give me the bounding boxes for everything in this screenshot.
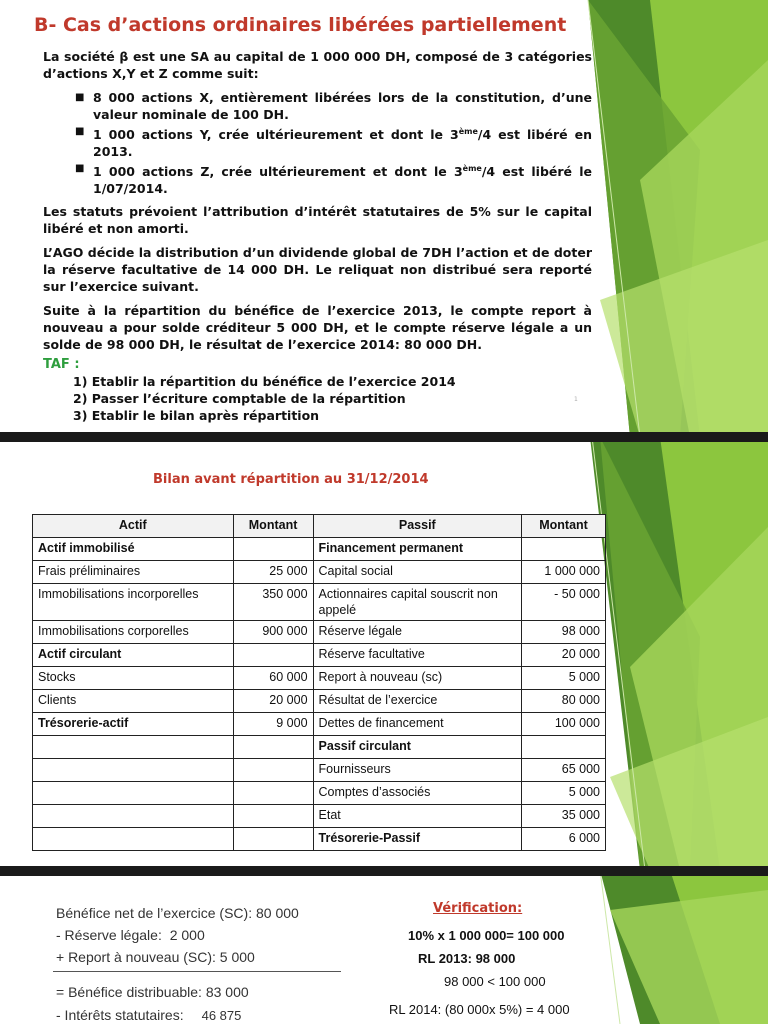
- passif-cell: Actionnaires capital souscrit non appelé: [313, 584, 522, 621]
- passif-amount-cell: 65 000: [522, 759, 606, 782]
- header-actif: Actif: [33, 515, 234, 538]
- actif-amount-cell: 900 000: [233, 621, 313, 644]
- table-row: [33, 584, 606, 621]
- taf-label: TAF :: [43, 357, 80, 373]
- verification-title: Vérification:: [433, 901, 523, 916]
- sum-divider: [53, 971, 341, 972]
- actif-cell: Clients: [33, 690, 234, 713]
- table-row: [33, 690, 606, 713]
- share-categories-list: [43, 89, 592, 197]
- task-list: [43, 373, 592, 424]
- balance-sheet-body: [33, 538, 606, 851]
- exercise-statement: [43, 48, 592, 424]
- table-row: [33, 759, 606, 782]
- square-bullet-icon: ■: [75, 163, 85, 175]
- passif-cell: Réserve légale: [313, 621, 522, 644]
- list-item: ■ 1 000 actions Y, crée ultérieurement et dont le 3ème/4 est libéré en 2013.: [93, 123, 592, 160]
- passif-amount-cell: 98 000: [522, 621, 606, 644]
- task-item: 2) Passer l’écriture comptable de la répartition: [73, 391, 406, 407]
- list-item: ■ 8 000 actions X, entièrement libérées lors de la constitution, d’une valeur nominale de 100 DH.: [75, 90, 592, 122]
- actif-cell: Stocks: [33, 667, 234, 690]
- passif-amount-cell: [522, 538, 606, 561]
- slide-1: [0, 0, 768, 437]
- table-header-row: [33, 515, 606, 538]
- actif-amount-cell: 350 000: [233, 584, 313, 621]
- passif-amount-cell: 35 000: [522, 805, 606, 828]
- table-row: [33, 736, 606, 759]
- passif-amount-cell: 6 000: [522, 828, 606, 851]
- balance-sheet-table: [32, 514, 606, 851]
- passif-cell: Trésorerie-Passif: [313, 828, 522, 851]
- distributable-profit-line: = Bénéfice distribuable: 83 000: [56, 984, 249, 1000]
- verification-line-2: RL 2013: 98 000: [418, 951, 516, 966]
- passif-amount-cell: 80 000: [522, 690, 606, 713]
- actif-cell: Frais préliminaires: [33, 561, 234, 584]
- actif-amount-cell: [233, 805, 313, 828]
- passif-cell: Report à nouveau (sc): [313, 667, 522, 690]
- passif-cell: Etat: [313, 805, 522, 828]
- header-montant-passif: Montant: [522, 515, 606, 538]
- retained-earnings-line: + Report à nouveau (SC): 5 000: [56, 949, 255, 965]
- passif-amount-cell: 100 000: [522, 713, 606, 736]
- actif-cell: Immobilisations corporelles: [33, 621, 234, 644]
- table-row: [33, 561, 606, 584]
- actif-cell: Immobilisations incorporelles: [33, 584, 234, 621]
- actif-cell: [33, 782, 234, 805]
- net-profit-line: Bénéfice net de l’exercice (SC): 80 000: [56, 905, 299, 921]
- statuts-paragraph: Les statuts prévoient l’attribution d’intérêt statutaires de 5% sur le capital libéré et non amorti.: [43, 204, 592, 237]
- table-row: [33, 644, 606, 667]
- balance-sheet-title: Bilan avant répartition au 31/12/2014: [153, 472, 429, 487]
- statutory-interest-line: - Intérêts statutaires: 46 875: [56, 1007, 242, 1023]
- verification-line-1: 10% x 1 000 000= 100 000: [408, 928, 565, 943]
- passif-cell: Capital social: [313, 561, 522, 584]
- actif-cell: [33, 736, 234, 759]
- list-item: ■ 1 000 actions Z, crée ultérieurement et dont le 3ème/4 est libéré le 1/07/2014.: [93, 160, 592, 197]
- table-row: [33, 782, 606, 805]
- passif-amount-cell: - 50 000: [522, 584, 606, 621]
- slide-2: [0, 437, 768, 870]
- actif-amount-cell: [233, 759, 313, 782]
- passif-cell: Résultat de l’exercice: [313, 690, 522, 713]
- actif-cell: Actif circulant: [33, 644, 234, 667]
- passif-cell: Réserve facultative: [313, 644, 522, 667]
- passif-cell: Passif circulant: [313, 736, 522, 759]
- legal-reserve-line: - Réserve légale: 2 000: [56, 927, 205, 943]
- passif-amount-cell: 1 000 000: [522, 561, 606, 584]
- actif-amount-cell: [233, 782, 313, 805]
- actif-cell: Trésorerie-actif: [33, 713, 234, 736]
- slide-3: [0, 870, 768, 1024]
- page-number: 1: [574, 396, 578, 403]
- header-montant-actif: Montant: [233, 515, 313, 538]
- actif-amount-cell: [233, 644, 313, 667]
- actif-amount-cell: 9 000: [233, 713, 313, 736]
- table-row: [33, 667, 606, 690]
- actif-amount-cell: [233, 736, 313, 759]
- task-item: 1) Etablir la répartition du bénéfice de l’exercice 2014: [73, 374, 456, 390]
- actif-amount-cell: 25 000: [233, 561, 313, 584]
- table-row: [33, 621, 606, 644]
- actif-cell: [33, 805, 234, 828]
- actif-amount-cell: 20 000: [233, 690, 313, 713]
- actif-amount-cell: [233, 828, 313, 851]
- verification-line-4: RL 2014: (80 000x 5%) = 4 000: [389, 1002, 570, 1017]
- passif-cell: Financement permanent: [313, 538, 522, 561]
- table-row: [33, 805, 606, 828]
- passif-amount-cell: [522, 736, 606, 759]
- square-bullet-icon: ■: [75, 92, 85, 103]
- table-row: [33, 713, 606, 736]
- passif-cell: Fournisseurs: [313, 759, 522, 782]
- slide-separator: [0, 432, 768, 442]
- actif-cell: [33, 828, 234, 851]
- table-row: [33, 828, 606, 851]
- green-decoration: [0, 870, 768, 1024]
- intro-paragraph: La société β est une SA au capital de 1 000 000 DH, composé de 3 catégories d’actions X,Y et Z comme suit:: [43, 49, 592, 81]
- table-row: [33, 538, 606, 561]
- actif-cell: Actif immobilisé: [33, 538, 234, 561]
- passif-amount-cell: 5 000: [522, 667, 606, 690]
- actif-amount-cell: [233, 538, 313, 561]
- actif-cell: [33, 759, 234, 782]
- passif-cell: Dettes de financement: [313, 713, 522, 736]
- actif-amount-cell: 60 000: [233, 667, 313, 690]
- passif-cell: Comptes d’associés: [313, 782, 522, 805]
- ago-paragraph: L’AGO décide la distribution d’un dividende global de 7DH l’action et de doter la réserve facultative de 14 000 DH. Le reliquat non distribué sera reporté sur l’exercice suivant.: [43, 245, 592, 295]
- passif-amount-cell: 20 000: [522, 644, 606, 667]
- header-passif: Passif: [313, 515, 522, 538]
- square-bullet-icon: ■: [75, 126, 85, 137]
- slide-title: B- Cas d’actions ordinaires libérées partiellement: [34, 14, 567, 36]
- verification-line-3: 98 000 < 100 000: [444, 974, 546, 989]
- slide-separator: [0, 866, 768, 876]
- report-paragraph: Suite à la répartition du bénéfice de l’exercice 2013, le compte report à nouveau a pour solde créditeur 5 000 DH, et le compte réserve légale a un solde de 98 000 DH, le résultat de l’exercice 2014: 80 000 DH.: [43, 303, 592, 353]
- passif-amount-cell: 5 000: [522, 782, 606, 805]
- task-item: 3) Etablir le bilan après répartition: [73, 408, 320, 424]
